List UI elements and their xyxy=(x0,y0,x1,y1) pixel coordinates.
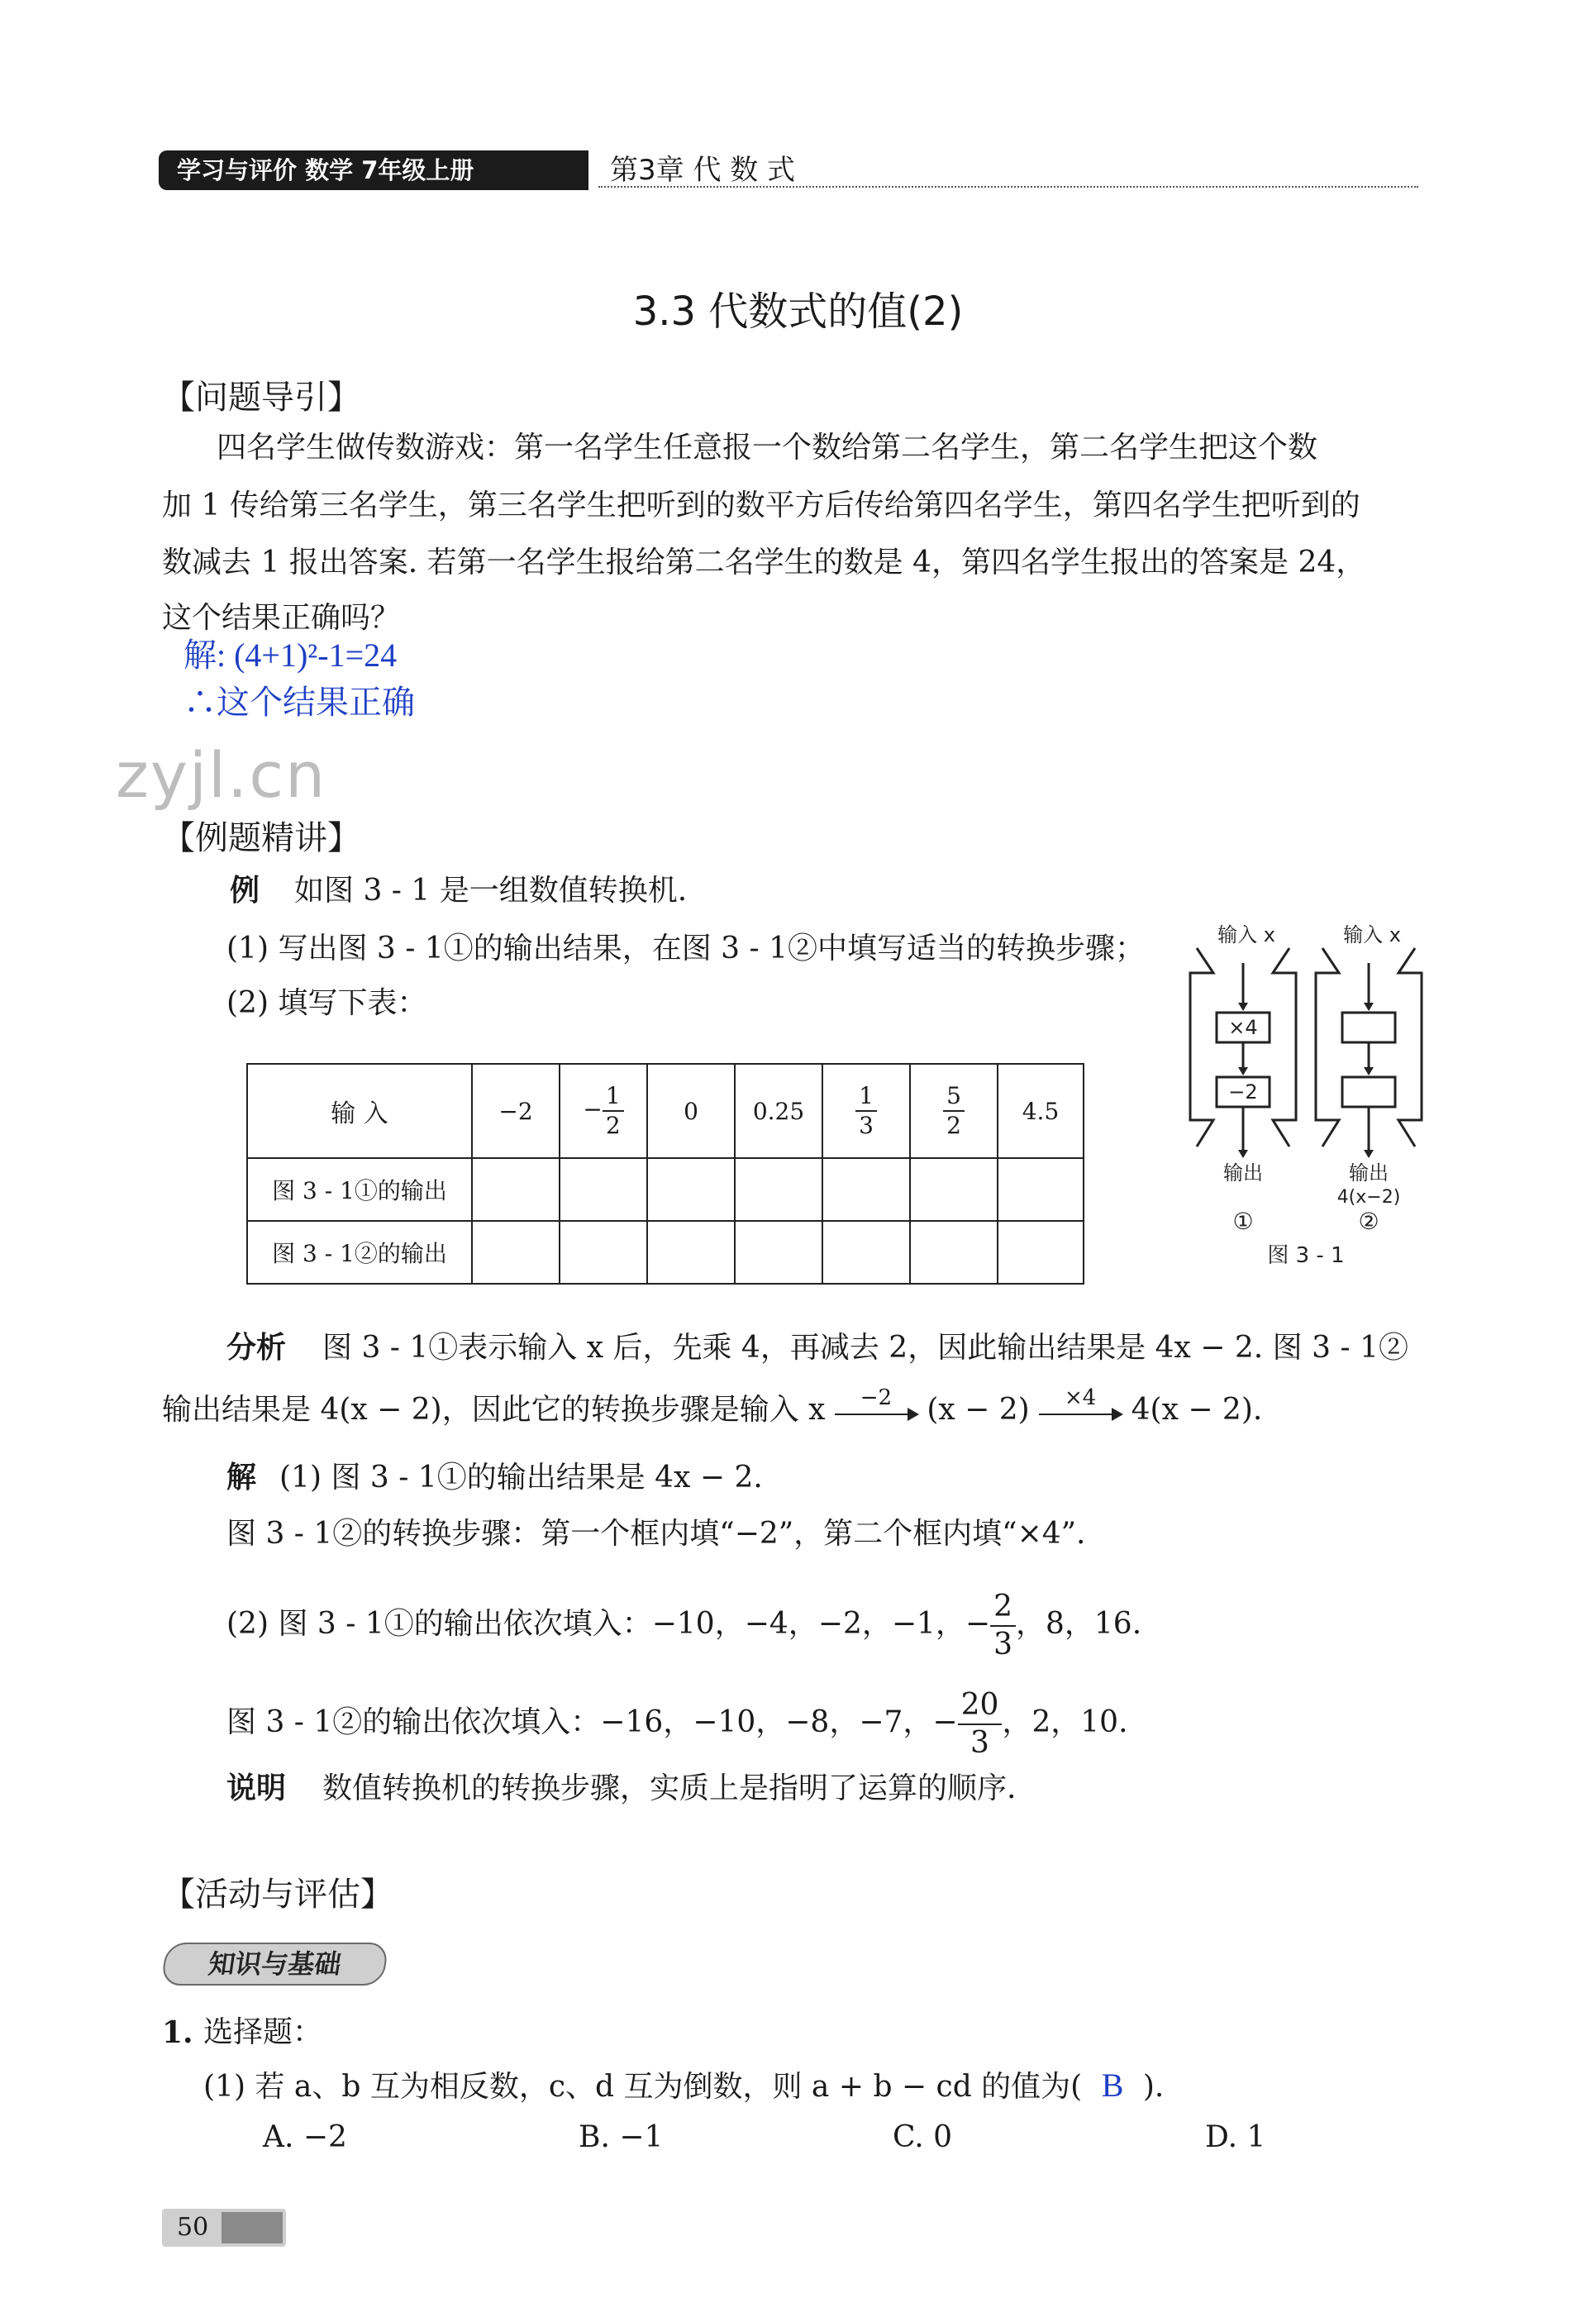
option-d: D. 1 xyxy=(1205,2120,1266,2154)
analysis-line-1: 图 3 - 1①表示输入 x 后，先乘 4，再减去 2，因此输出结果是 4x − 2. 图 3 - 1② xyxy=(322,1331,1408,1365)
guide-line-2: 加 1 传给第三名学生，第三名学生把听到的数平方后传给第四名学生，第四名学生把听到的 xyxy=(162,489,1360,522)
solution-step-3-end: ，8，16. xyxy=(1016,1607,1142,1641)
table-row xyxy=(247,1221,1084,1284)
input-cell xyxy=(472,1064,560,1158)
left-op-1-label: ×4 xyxy=(1228,1016,1258,1039)
analysis-line-2 xyxy=(162,1385,1262,1438)
section-title: 3.3 代数式的值(2) xyxy=(632,288,964,335)
input-fraction xyxy=(943,1082,965,1140)
right-output-label: 输出 xyxy=(1349,1161,1389,1185)
exercise-q1-end: ). xyxy=(1142,2070,1165,2104)
arrow-head xyxy=(1238,1067,1248,1075)
right-machine-wall xyxy=(1316,948,1339,1147)
page-number-tab xyxy=(162,2209,286,2247)
page-number: 50 xyxy=(177,2213,209,2242)
option-a: A. −2 xyxy=(263,2120,347,2154)
handwritten-answer-1: 解: (4+1)²-1=24 xyxy=(183,636,398,674)
fraction-denominator: 3 xyxy=(859,1112,874,1139)
arrow-minus-2 xyxy=(835,1385,917,1438)
row-label-output-2: 图 3 - 1②的输出 xyxy=(247,1221,472,1284)
output-cell xyxy=(735,1158,822,1221)
conversion-machine-figure xyxy=(1174,922,1438,1269)
output-cell xyxy=(560,1221,647,1284)
solution-step-4-text: 图 3 - 1②的输出依次填入：−16，−10，−8，−7，− xyxy=(226,1705,958,1739)
table-row xyxy=(247,1158,1084,1221)
output-cell xyxy=(822,1158,910,1221)
note-text: 数值转换机的转换步骤，实质上是指明了运算的顺序. xyxy=(322,1771,1017,1805)
fraction-2-3 xyxy=(990,1589,1016,1663)
left-op-2-label: −2 xyxy=(1228,1080,1258,1104)
solution-step-4-end: ，2，10. xyxy=(1002,1705,1128,1739)
exercise-number: 1. xyxy=(162,2015,193,2050)
handwritten-choice: B xyxy=(1101,2067,1124,2104)
guide-line-3: 数减去 1 报出答案. 若第一名学生报给第二名学生的数是 4，第四名学生报出的答案是 24， xyxy=(162,546,1366,579)
analysis-line-2-text: 输出结果是 4(x − 2)，因此它的转换步骤是输入 x xyxy=(162,1393,826,1427)
input-value: 0 xyxy=(684,1097,698,1125)
fraction-numerator: 1 xyxy=(855,1082,877,1112)
conversion-table xyxy=(246,1063,1084,1285)
table-header-input: 输 入 xyxy=(247,1064,472,1158)
book-title-badge: 学习与评价 数学 7年级上册 xyxy=(159,150,588,190)
fraction-numerator: 2 xyxy=(990,1589,1016,1627)
left-input-label: 输入 x xyxy=(1217,923,1275,946)
right-machine-wall xyxy=(1398,948,1422,1147)
example-label: 例 xyxy=(230,874,260,908)
activity-heading: 【活动与评估】 xyxy=(162,1876,393,1914)
output-cell xyxy=(822,1221,910,1284)
arrow-head xyxy=(1238,1150,1248,1158)
left-machine-wall xyxy=(1273,948,1296,1147)
input-fraction xyxy=(603,1082,624,1140)
example-q1: (1) 写出图 3 - 1①的输出结果，在图 3 - 1②中填写适当的转换步骤； xyxy=(226,932,1146,965)
output-cell xyxy=(910,1158,998,1221)
arrow-times-4 xyxy=(1039,1385,1122,1438)
knowledge-basics-badge: 知识与基础 xyxy=(160,1943,388,1986)
right-op-box-2 xyxy=(1342,1077,1395,1107)
output-cell xyxy=(735,1221,822,1284)
left-figure-mark: ① xyxy=(1232,1208,1254,1235)
figure-caption: 图 3 - 1 xyxy=(1267,1243,1345,1268)
output-cell xyxy=(472,1221,560,1284)
fraction-denominator: 2 xyxy=(605,1112,621,1139)
right-input-label: 输入 x xyxy=(1343,923,1401,946)
option-b: B. −1 xyxy=(579,2120,664,2154)
guide-heading: 【问题导引】 xyxy=(162,379,360,417)
table-row xyxy=(247,1064,1084,1158)
example-q2: (2) 填写下表： xyxy=(226,986,427,1020)
header-divider xyxy=(598,186,1418,188)
guide-line-4: 这个结果正确吗？ xyxy=(162,601,401,635)
fraction-numerator: 5 xyxy=(943,1082,965,1112)
example-heading: 【例题精讲】 xyxy=(162,819,360,857)
input-value: 4.5 xyxy=(1022,1097,1060,1125)
option-c: C. 0 xyxy=(893,2120,953,2154)
output-cell xyxy=(998,1221,1084,1284)
output-cell xyxy=(910,1221,998,1284)
fraction-20-3 xyxy=(958,1687,1003,1762)
input-cell xyxy=(647,1064,735,1158)
input-value: −2 xyxy=(498,1097,533,1125)
right-figure-mark: ② xyxy=(1358,1208,1379,1235)
input-sign: − xyxy=(583,1095,603,1123)
fraction-denominator: 3 xyxy=(993,1628,1012,1662)
output-cell xyxy=(560,1158,647,1221)
input-cell xyxy=(560,1064,647,1158)
watermark: zyjl.cn xyxy=(116,738,327,812)
row-label-output-1: 图 3 - 1①的输出 xyxy=(247,1158,472,1221)
fraction-numerator: 20 xyxy=(958,1687,1003,1725)
right-output-expression: 4(x−2) xyxy=(1336,1187,1401,1208)
output-cell xyxy=(472,1158,560,1221)
arrow-label: ×4 xyxy=(1065,1385,1097,1410)
note-label: 说明 xyxy=(226,1771,287,1805)
arrow-head xyxy=(1364,1003,1374,1011)
page-tab-decoration xyxy=(222,2212,283,2243)
solution-step-3-text: (2) 图 3 - 1①的输出依次填入：−10，−4，−2，−1，− xyxy=(226,1607,991,1641)
arrow-label: −2 xyxy=(860,1385,893,1410)
exercise-q1-text: (1) 若 a、b 互为相反数，c、d 互为倒数，则 a + b − cd 的值为( xyxy=(203,2070,1083,2104)
exercise-q1 xyxy=(203,2065,1164,2107)
example-intro: 如图 3 - 1 是一组数值转换机. xyxy=(294,874,688,908)
analysis-mid: (x − 2) xyxy=(927,1393,1030,1427)
solution-step-2: 图 3 - 1②的转换步骤：第一个框内填“−2”，第二个框内填“×4”. xyxy=(226,1517,1086,1551)
arrow-head xyxy=(1364,1150,1374,1158)
output-cell xyxy=(998,1158,1084,1221)
handwritten-answer-2: ∴这个结果正确 xyxy=(183,684,415,721)
input-fraction xyxy=(855,1082,877,1140)
left-machine-wall xyxy=(1190,948,1213,1147)
arrow-head xyxy=(1364,1067,1374,1075)
output-cell xyxy=(647,1221,735,1284)
input-cell xyxy=(998,1064,1084,1158)
input-cell xyxy=(910,1064,998,1158)
fraction-denominator: 2 xyxy=(946,1112,961,1139)
solution-step-3 xyxy=(226,1589,1141,1663)
analysis-end: 4(x − 2). xyxy=(1131,1393,1263,1427)
left-output-label: 输出 xyxy=(1223,1161,1263,1185)
chapter-title: 第3章 代 数 式 xyxy=(610,154,796,187)
input-cell xyxy=(735,1064,822,1158)
right-op-box-1 xyxy=(1342,1013,1395,1042)
fraction-numerator: 1 xyxy=(603,1082,624,1112)
arrow-head xyxy=(1238,1003,1248,1011)
analysis-label: 分析 xyxy=(226,1331,287,1365)
solution-label: 解 xyxy=(226,1461,257,1495)
guide-line-1: 四名学生做传数游戏：第一名学生任意报一个数给第二名学生，第二名学生把这个数 xyxy=(217,431,1318,465)
solution-step-4 xyxy=(226,1687,1128,1762)
input-value: 0.25 xyxy=(752,1097,805,1125)
exercise-title: 选择题： xyxy=(203,2015,323,2049)
output-cell xyxy=(647,1158,735,1221)
input-cell xyxy=(822,1064,910,1158)
fraction-denominator: 3 xyxy=(970,1726,989,1760)
solution-step-1: (1) 图 3 - 1①的输出结果是 4x − 2. xyxy=(279,1461,763,1495)
